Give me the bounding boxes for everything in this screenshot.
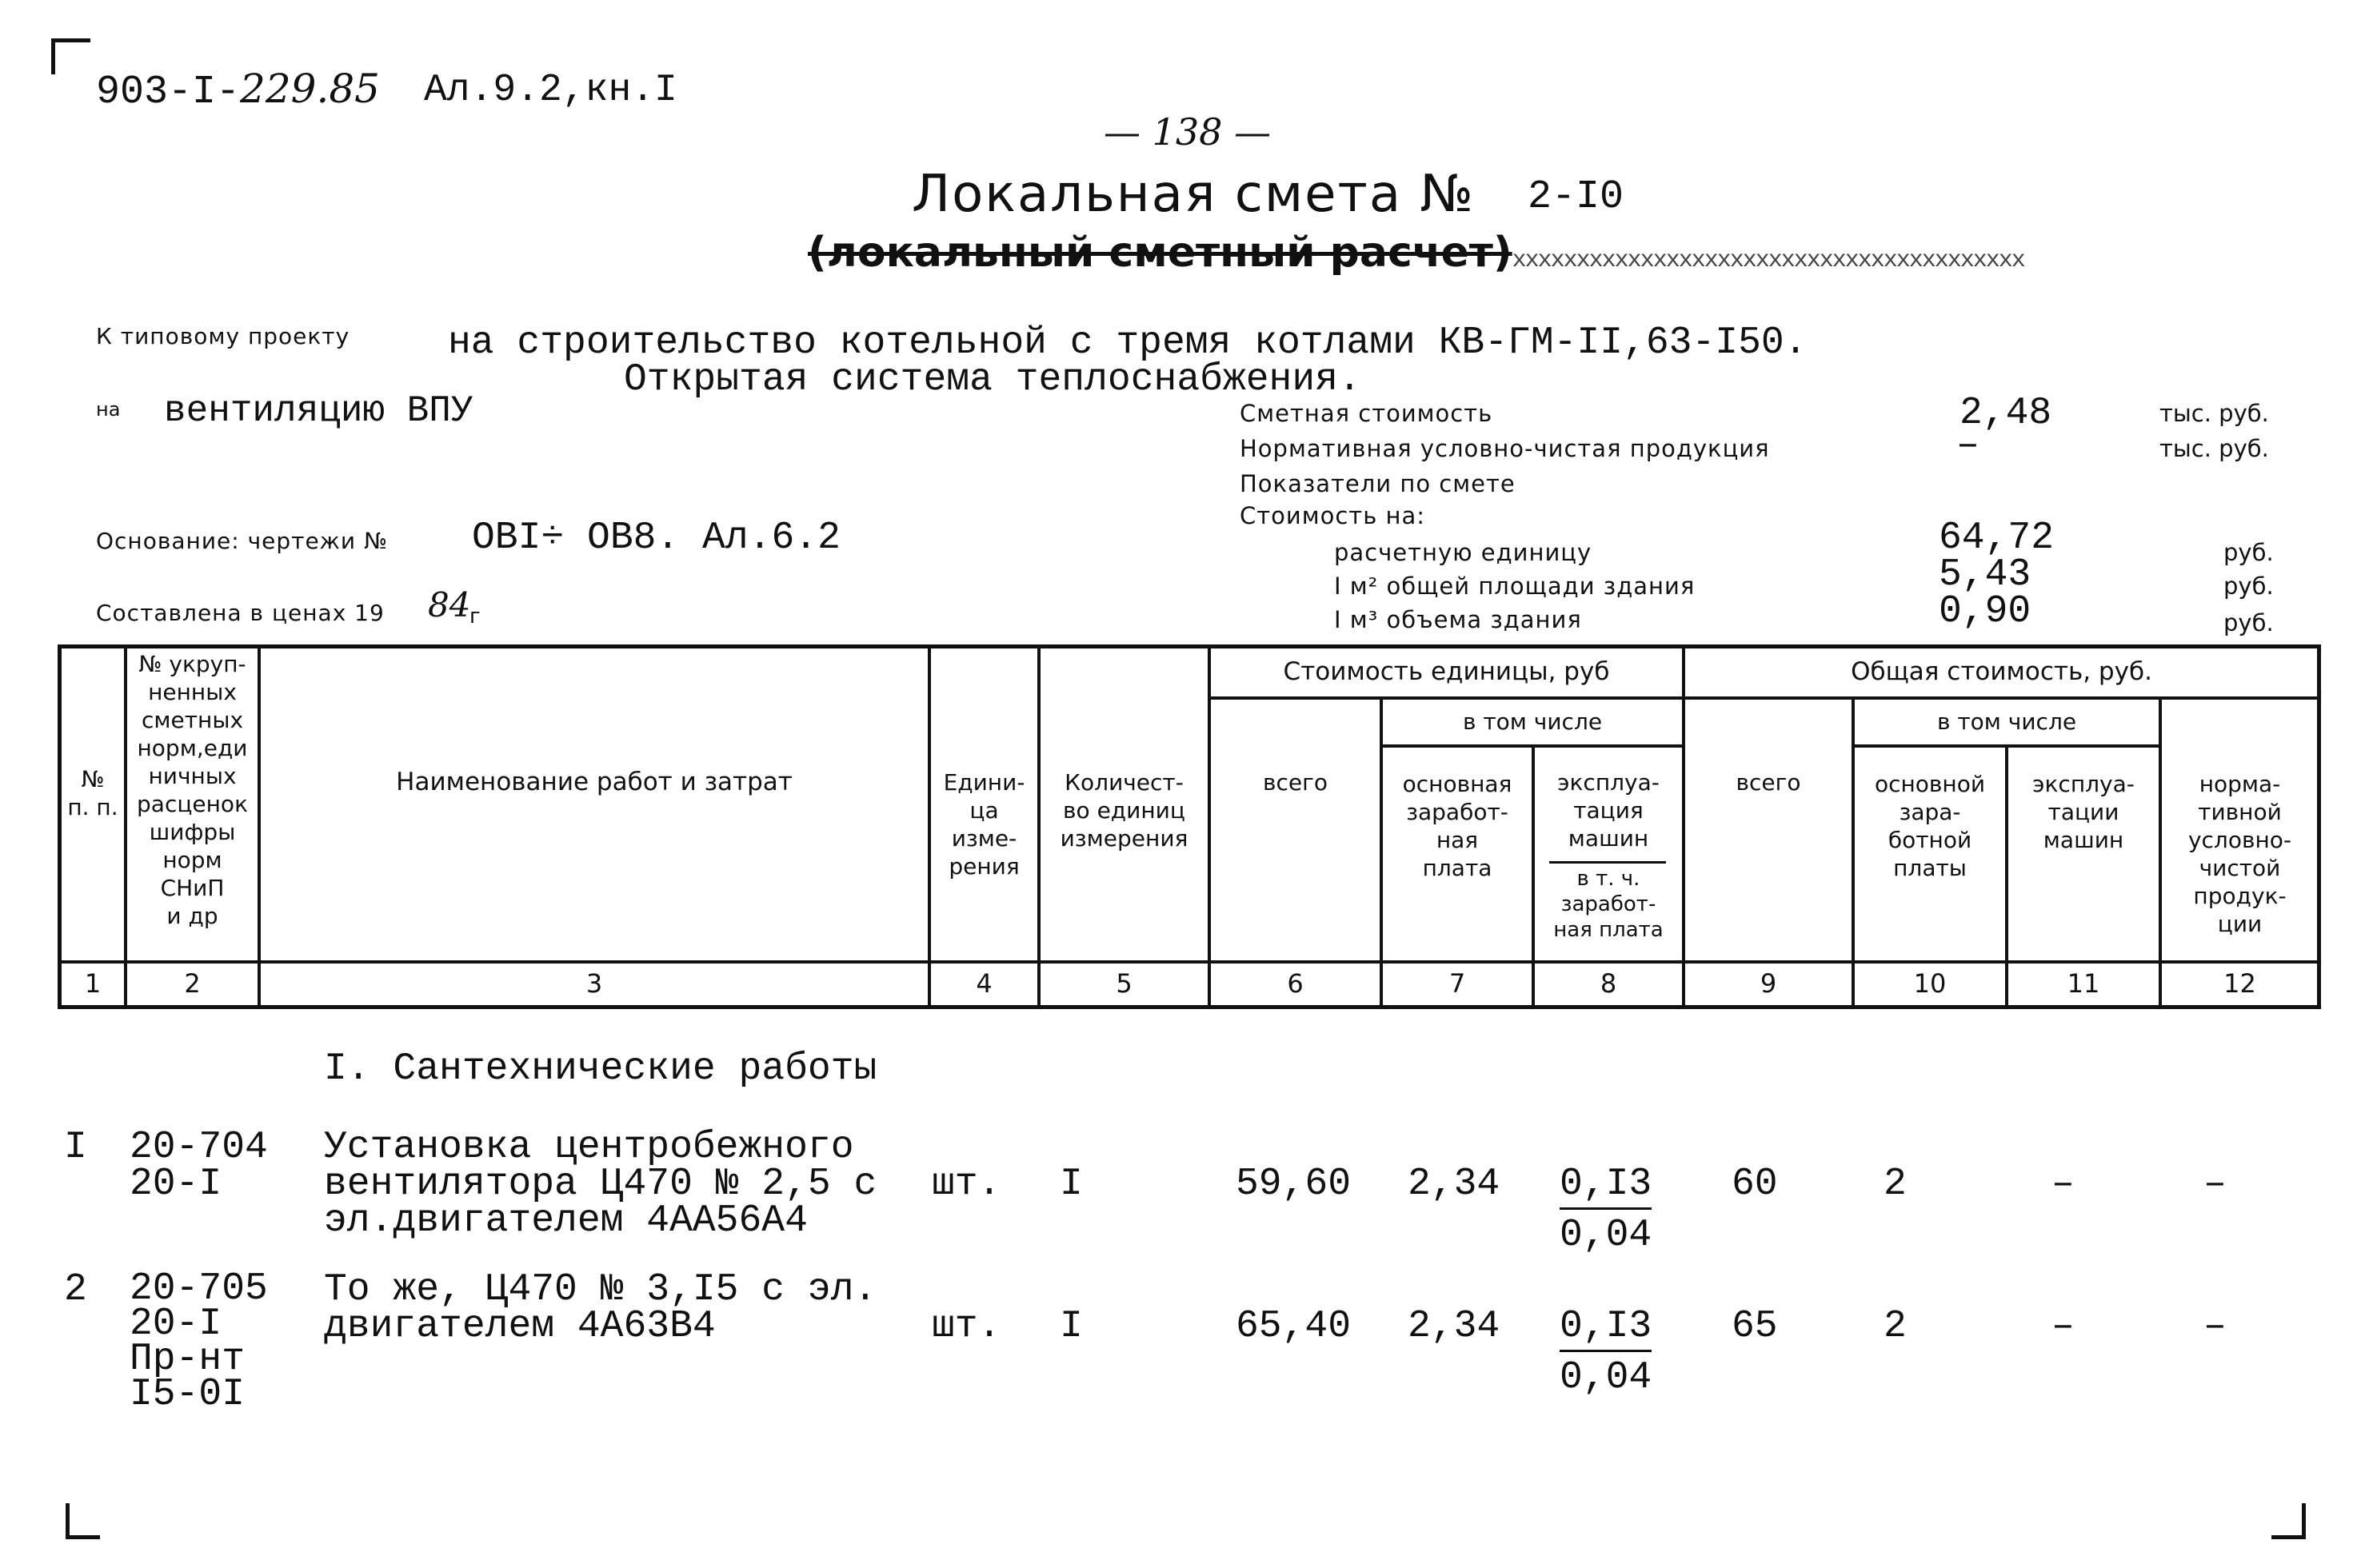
estimated-cost-value: 2,48 (1960, 392, 2052, 435)
document-cipher (96, 66, 380, 115)
header-col-10: основной зара- ботной платы (1874, 771, 1986, 881)
estimated-cost-unit: тыс. руб. (2159, 400, 2269, 427)
project-name-line2: Открытая система теплоснабжения. (624, 358, 1361, 401)
header-col-6: всего (1263, 769, 1328, 796)
unit-cost-group-header: Стоимость единицы, руб (1283, 657, 1610, 686)
row-total: 65 (1732, 1305, 1778, 1348)
unit-cost-including-header: в том числе (1462, 708, 1603, 735)
row-unit-machine-wage: 0,04 (1560, 1356, 1652, 1399)
object-label: на (96, 398, 121, 421)
per-volume-value: 0,90 (1939, 590, 2031, 633)
header-col-11: эксплуа- тации машин (2032, 771, 2135, 853)
row-unit-machine: 0,I3 (1560, 1305, 1652, 1352)
section-title: I. Сантехнические работы (324, 1047, 877, 1091)
subtitle (808, 229, 2024, 277)
corner-mark-bottom-right (2271, 1503, 2306, 1539)
row-quantity: I (1060, 1163, 1083, 1206)
basis-value: OBI÷ OB8. Ал.6.2 (472, 517, 841, 560)
column-number: 6 (1287, 968, 1304, 999)
row-total-wage: 2 (1884, 1163, 1907, 1206)
subtitle-struck: (локальный сметный расчет) (808, 229, 1512, 277)
row-total: 60 (1732, 1163, 1778, 1206)
column-number: 3 (585, 968, 603, 999)
row-unit-wage: 2,34 (1408, 1163, 1500, 1206)
column-number: 11 (2067, 968, 2100, 999)
estimated-cost-label: Сметная стоимость (1240, 400, 1493, 427)
row-number: 2 (64, 1268, 87, 1311)
header-col-12: норма- тивной условно- чистой продук- ции (2187, 771, 2292, 937)
corner-mark-top-left (51, 38, 90, 74)
column-number: 10 (1913, 968, 1947, 999)
per-unit-unit: руб. (2223, 539, 2274, 566)
column-number: 12 (2223, 968, 2256, 999)
object-value: вентиляцию ВПУ (164, 390, 473, 432)
project-name-line1: на строительство котельной с тремя котлами КВ-ГМ-II,63-I50. (448, 321, 1808, 365)
row-total-normative: – (2203, 1305, 2227, 1348)
row-number: I (64, 1126, 87, 1169)
row-unit-wage: 2,34 (1408, 1305, 1500, 1348)
prices-label: Составлена в ценах 19 (96, 600, 385, 626)
row-unit-machine-wage: 0,04 (1560, 1214, 1652, 1257)
cipher-prefix: 903-I- (96, 70, 241, 115)
prices-year: 84 (428, 585, 471, 624)
column-number: 2 (184, 968, 201, 999)
column-number: 9 (1760, 968, 1777, 999)
row-code: 20-705 20-I Пр-нт I5-0I (130, 1267, 268, 1416)
cost-per-label: Стоимость на: (1240, 502, 1426, 529)
total-cost-including-header: в том числе (1936, 708, 2077, 735)
page-number: — 138 — (1104, 110, 1272, 154)
estimate-table-header (58, 644, 2321, 1009)
header-col-4: Едини- ца изме- рения (943, 769, 1025, 880)
row-total-normative: – (2203, 1163, 2227, 1206)
row-unit-total: 59,60 (1236, 1163, 1352, 1206)
header-col-2: № укруп- ненных сметных норм,еди ничных расценок шифры норм СНиП и др (137, 651, 248, 929)
normative-value: – (1956, 424, 1979, 467)
header-col-9: всего (1736, 769, 1801, 796)
row-code: 20-704 20-I (130, 1126, 268, 1206)
header-col-5: Количест- во единиц измерения (1060, 769, 1188, 852)
indicators-label: Показатели по смете (1240, 470, 1516, 497)
per-volume-label: I м³ объема здания (1334, 606, 1582, 633)
row-unit-machine: 0,I3 (1560, 1163, 1652, 1210)
row-total-machine: – (2051, 1163, 2075, 1206)
row-quantity: I (1060, 1305, 1083, 1348)
header-col-8-machines: эксплуа- тация машин (1557, 769, 1660, 852)
header-col-7: основная заработ- ная плата (1402, 771, 1512, 881)
subtitle-fill: xxxxxxxxxxxxxxxxxxxxxxxxxxxxxxxxxxxxxxxx (1512, 247, 2024, 274)
normative-label: Нормативная условно-чистая продукция (1240, 435, 1770, 462)
cipher-handwritten: 229.85 (240, 66, 380, 112)
column-number: 7 (1448, 968, 1466, 999)
header-col-1: № п. п. (67, 766, 118, 820)
total-cost-group-header: Общая стоимость, руб. (1851, 657, 2152, 686)
header-col-8-wage: в т. ч. заработ- ная плата (1553, 867, 1664, 942)
per-volume-unit: руб. (2223, 609, 2274, 636)
header-col-3: Наименование работ и затрат (396, 768, 793, 796)
per-area-value: 5,43 (1939, 553, 2031, 596)
column-number: 5 (1116, 968, 1133, 999)
normative-unit: тыс. руб. (2159, 435, 2269, 462)
estimate-number: 2-I0 (1528, 174, 1624, 220)
page-title: Локальная смета № (912, 165, 1475, 224)
column-number: 8 (1600, 968, 1617, 999)
project-label: К типовому проекту (96, 323, 350, 349)
per-area-label: I м² общей площади здания (1334, 573, 1696, 600)
row-unit: шт. (932, 1305, 1001, 1348)
row-unit-total: 65,40 (1236, 1305, 1352, 1348)
per-area-unit: руб. (2223, 573, 2274, 600)
prices-suffix: г (469, 604, 481, 628)
per-unit-value: 64,72 (1939, 517, 2055, 560)
column-number: 4 (976, 968, 993, 999)
basis-label: Основание: чертежи № (96, 528, 389, 554)
row-unit: шт. (932, 1163, 1001, 1206)
column-number: 1 (84, 968, 102, 999)
corner-mark-bottom-left (66, 1503, 100, 1539)
row-name: То же, Ц470 № 3,I5 с эл. двигателем 4А63В4 (324, 1268, 877, 1348)
row-total-machine: – (2051, 1305, 2075, 1348)
row-name: Установка центробежного вентилятора Ц470 № 2,5 с эл.двигателем 4АА56А4 (324, 1126, 877, 1243)
per-unit-label: расчетную единицу (1334, 539, 1592, 566)
album-reference: Ал.9.2,кн.I (424, 69, 677, 112)
row-total-wage: 2 (1884, 1305, 1907, 1348)
